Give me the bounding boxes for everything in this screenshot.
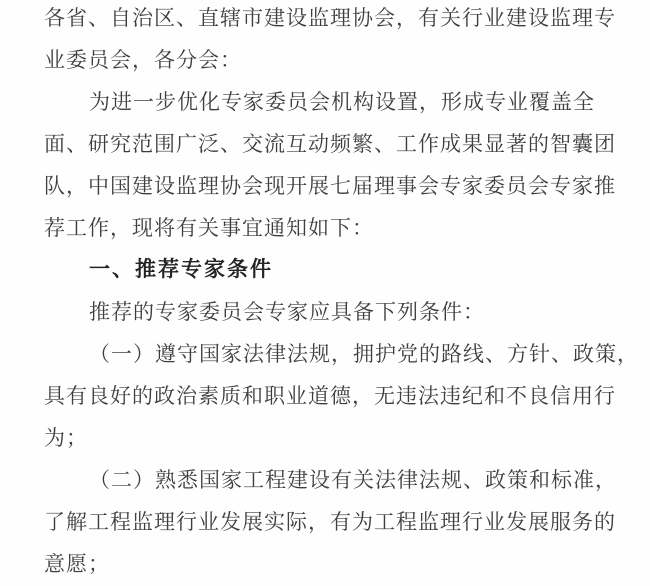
text-line: （二）熟悉国家工程建设有关法律法规、政策和标准，: [89, 468, 617, 492]
paragraph-condition-1: [44, 333, 639, 459]
text-line: 各省、自治区、直辖市建设监理协会，有关行业建设监理专: [44, 6, 616, 30]
text-line: 业委员会，各分会：: [44, 48, 242, 72]
text-line: 面、研究范围广泛、交流互动频繁、工作成果显著的智囊团: [44, 132, 616, 156]
paragraph-conditions-intro: [44, 291, 610, 333]
text-line: 为；: [44, 426, 88, 450]
section-heading-text: 一、推荐专家条件: [89, 258, 273, 281]
text-line: 了解工程监理行业发展实际，有为工程监理行业发展服务的: [44, 510, 616, 534]
text-line: 推荐的专家委员会专家应具备下列条件：: [89, 300, 485, 324]
document-content: [44, 0, 639, 585]
paragraph-salutation: [44, 0, 616, 81]
paragraph-intro: [44, 81, 616, 249]
text-line: 队，中国建设监理协会现开展七届理事会专家委员会专家推: [44, 174, 616, 198]
text-line: 为进一步优化专家委员会机构设置，形成专业覆盖全: [89, 90, 595, 114]
section-heading-1: [44, 249, 610, 291]
text-line: 意愿；: [44, 552, 110, 576]
text-line: 具有良好的政治素质和职业道德，无违法违纪和不良信用行: [44, 384, 616, 408]
text-line: （一）遵守国家法律法规，拥护党的路线、方针、政策，: [89, 342, 639, 366]
paragraph-condition-2: [44, 459, 617, 585]
text-line: 荐工作，现将有关事宜通知如下：: [44, 216, 374, 240]
